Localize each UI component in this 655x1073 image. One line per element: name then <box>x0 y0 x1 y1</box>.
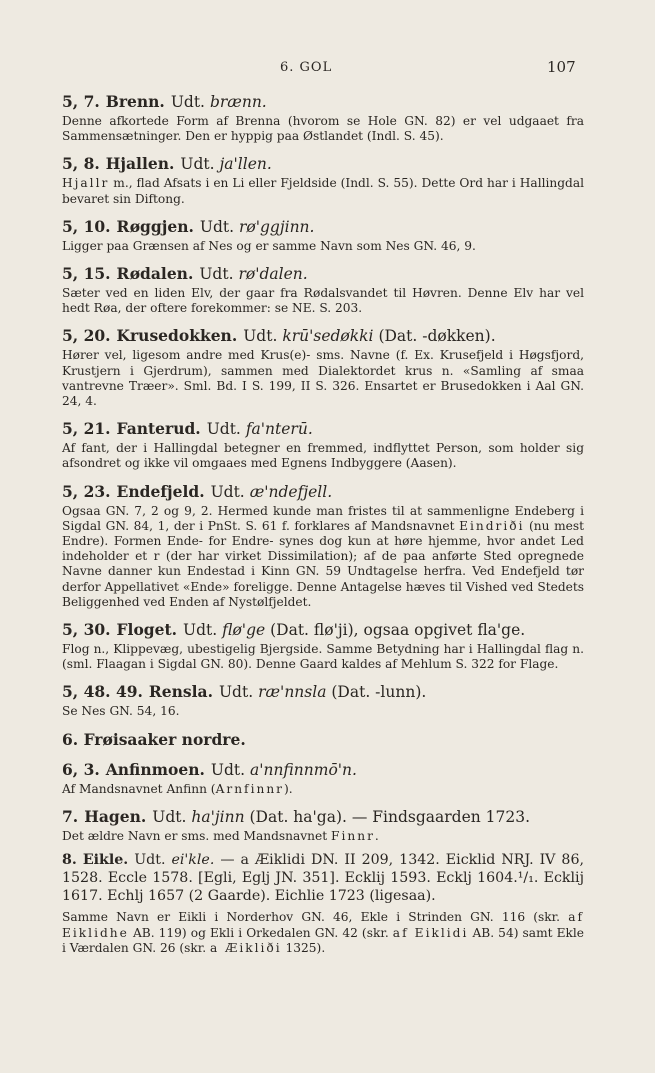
entry-name: Rødalen. <box>116 264 194 284</box>
body-text: Samme Navn er Eikli i Norderhov GN. 46, Ekle i Strinden GN. 116 (skr. <box>62 910 569 925</box>
udt-label: Udt. <box>199 265 234 284</box>
entry-7 <box>62 805 584 844</box>
entry-heading <box>62 480 584 504</box>
udt-label: Udt. <box>206 420 241 439</box>
entry-5-15 <box>62 262 584 316</box>
pronunciation: æ'ndefjell. <box>249 482 333 501</box>
entry-number: 5, 8. <box>62 154 100 174</box>
page-text <box>62 90 584 964</box>
spaced-word: Finnr <box>331 828 375 843</box>
body-text: ). <box>284 781 293 796</box>
body-text: . <box>374 828 379 843</box>
entry-name: Rensla. <box>148 682 213 702</box>
entry-heading <box>62 805 584 829</box>
entry-heading <box>62 852 584 905</box>
entry-heading <box>62 324 584 348</box>
body-text: AB. 119) og Ekli i Orkedalen GN. 42 (skr. <box>128 925 393 940</box>
entry-heading <box>62 618 584 642</box>
body-text: Det ældre Navn er sms. med Mandsnavnet <box>62 828 332 843</box>
entry-body <box>62 504 584 610</box>
udt-label: Udt. <box>134 852 166 869</box>
pronunciation: ja'llen. <box>219 155 272 174</box>
entry-body <box>62 910 584 956</box>
entry-number: 5, 21. <box>62 419 111 439</box>
pronunciation: brænn. <box>209 93 267 111</box>
udt-label: Udt. <box>210 760 246 779</box>
entry-5-23 <box>62 480 584 610</box>
entry-5-10 <box>62 215 584 254</box>
entry-heading <box>62 262 584 286</box>
entry-heading <box>62 215 584 239</box>
entry-body: Denne afkortede Form af Brenna (hvorom se Hole GN. 82) er vel udgaaet fra Sammensætninger. Den er hyppig paa Østlandet (Indl. S. 45). <box>62 114 584 144</box>
pronunciation: krū'sedøkki <box>282 327 374 346</box>
pronunciation: flø'ge <box>222 621 266 640</box>
entry-number: 6, 3. <box>62 759 100 779</box>
udt-label: Udt. <box>210 482 245 501</box>
spaced-word: af Eiklidi <box>392 925 469 940</box>
page-header <box>0 56 655 84</box>
page-number: 107 <box>547 58 576 76</box>
udt-label: Udt. <box>180 155 215 174</box>
entry-body: Ligger paa Grænsen af Nes og er samme Navn som Nes GN. 46, 9. <box>62 238 476 253</box>
entry-large-body: — a Æiklidi DN. II 209, 1342. Eicklid NRJ. IV 86, 1528. Eccle 1578. [Egli, Eglj JN. 351]. Ecklij 1593. Ecklj 1604.¹/₁. Ecklij 1617. Echlj 1657 (2 Gaarde). Eichlie 1723 (ligesaa). <box>62 852 584 904</box>
entry-5-8 <box>62 152 584 206</box>
udt-label: Udt. <box>170 93 205 111</box>
entry-heading <box>62 152 584 176</box>
body-text: 1325). <box>281 940 326 955</box>
entry-body <box>62 782 584 797</box>
entry-5-21 <box>62 417 584 471</box>
udt-label: Udt. <box>152 807 187 826</box>
entry-name: Brenn. <box>105 92 165 111</box>
entry-name: Hjallen. <box>105 154 175 174</box>
pronunciation: a'nnfinnmō'n. <box>249 760 357 779</box>
body-text: m., flad Afsats i en Li eller Fjeldside (Indl. S. 55). Dette Ord har i Hallingdal bevaret sin Diftong. <box>62 176 584 206</box>
pronunciation: ræ'nnsla <box>258 683 327 702</box>
pronunciation: rø'ggjinn. <box>238 217 315 236</box>
entry-heading <box>62 417 584 441</box>
body-text: Ogsaa GN. 7, 2 og 9, 2. Hermed kunde man fristes til at sammenligne Endeberg i Sigdal GN. 84, 1, der i PnSt. S. 61 f. forklares af Mandsnavnet <box>62 503 584 533</box>
entry-number: 5, 23. <box>62 481 111 501</box>
spaced-word: Arnfinnr <box>215 781 284 796</box>
section-title: 6. Frøisaaker nordre. <box>62 729 246 749</box>
entry-name: Eikle. <box>82 852 129 869</box>
body-text: AB. 54) samt Ekle i Værdalen GN. 26 (skr. <box>62 925 585 955</box>
entry-heading <box>62 90 584 114</box>
pronunciation: ha'jinn <box>191 807 245 826</box>
entry-body: Se Nes GN. 54, 16. <box>62 704 180 719</box>
body-text: Af Mandsnavnet Anfinn ( <box>62 781 216 796</box>
entry-name: Fanterud. <box>116 419 201 439</box>
entry-body: Flog n., Klippevæg, ubestigelig Bjergside. Samme Betydning har i Hallingdal flag n. (sml. Flaagan i Sigdal GN. 80). Denne Gaard kaldes af Mehlum S. 322 for Flage. <box>62 642 584 672</box>
entry-body: Af fant, der i Hallingdal betegner en fremmed, indflyttet Person, som holder sig afsondret og ikke vil omgaaes med Egnens Indbyggere (Aasen). <box>62 441 584 471</box>
entry-number: 5, 7. <box>62 92 100 111</box>
entry-extra: (Dat. flø'ji), ogsaa opgivet fla'ge. <box>270 621 526 640</box>
entry-8 <box>62 852 584 956</box>
entry-extra: (Dat. -lunn). <box>331 683 427 702</box>
entry-body <box>62 176 584 206</box>
entry-6-3 <box>62 758 584 797</box>
entry-extra: (Dat. -døkken). <box>378 327 496 346</box>
entry-5-20 <box>62 324 584 409</box>
udt-label: Udt. <box>183 621 218 640</box>
entry-name: Anfinmoen. <box>105 759 205 779</box>
entry-number: 5, 10. <box>62 216 111 236</box>
entry-name: Endefjeld. <box>116 481 205 501</box>
entry-number: 7. <box>62 806 79 826</box>
running-head: 6. GOL <box>280 60 333 75</box>
entry-name: Hagen. <box>84 806 147 826</box>
entry-number: 5, 30. <box>62 620 111 640</box>
spaced-word: Hjallr <box>62 176 110 191</box>
pronunciation: ei'kle. <box>171 852 215 869</box>
entry-heading <box>62 758 584 782</box>
entry-heading <box>62 680 584 704</box>
udt-label: Udt. <box>199 217 235 236</box>
entry-number: 8. <box>62 852 77 869</box>
udt-label: Udt. <box>243 327 278 346</box>
spaced-word: Eindriði <box>459 518 525 533</box>
entry-name: Røggjen. <box>116 216 194 236</box>
pronunciation: fa'nterū. <box>245 420 313 439</box>
entry-5-7 <box>62 90 584 144</box>
entry-body: Sæter ved en liden Elv, der gaar fra Rødalsvandet til Høvren. Denne Elv har vel hedt Røa, der oftere forekommer: se NE. S. 203. <box>62 286 584 316</box>
entry-5-48 <box>62 680 584 719</box>
spaced-word: a Æikliði <box>210 940 282 955</box>
entry-extra: (Dat. ha'ga). — Findsgaarden 1723. <box>249 807 531 826</box>
spaced-word: af Eiklidhe <box>62 910 584 940</box>
body-text: (nu mest Endre). Formen Ende- for Endre- synes dog kun at høre hjemme, hvor andet Led indeholder et r (der har virket Dissimilation); af de paa anførte Sted opregnede Navne danner kun Endestad i Kinn GN. 59 Undtagelse herfra. Ved Endefjeld tør derfor Appellativet «Ende» foreligge. Denne Antagelse hæves til Vished ved Stedets Beliggenhed ved Enden af Nystølfjeldet. <box>62 518 584 609</box>
pronunciation: rø'dalen. <box>238 265 308 284</box>
entry-5-30 <box>62 618 584 672</box>
entry-name: Floget. <box>116 620 178 640</box>
entry-body <box>62 829 584 844</box>
entry-number: 5, 20. <box>62 326 111 346</box>
entry-body: Hører vel, ligesom andre med Krus(e)- sms. Navne (f. Ex. Krusefjeld i Høgsfjord, Krustjern i Gjerdrum), sammen med Dialektordet krus n. «Samling af smaa vantrevne Træer». Sml. Bd. I S. 199, II S. 326. Ensartet er Brusedokken i Aal GN. 24, 4. <box>62 348 584 409</box>
entry-number: 5, 15. <box>62 264 111 284</box>
entry-name: Krusedokken. <box>116 326 238 346</box>
udt-label: Udt. <box>218 683 254 702</box>
entry-number: 5, 48. 49. <box>62 682 143 702</box>
